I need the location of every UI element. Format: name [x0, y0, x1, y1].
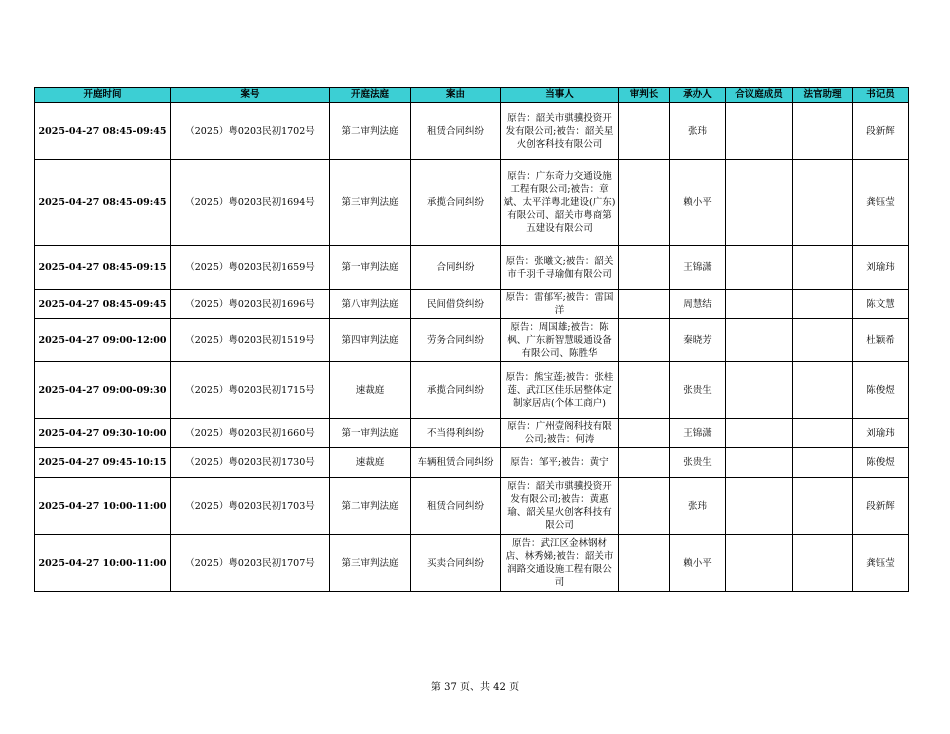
judge-assistant-cell	[793, 290, 853, 319]
courtroom-cell: 速裁庭	[330, 362, 411, 419]
panel-members-cell	[726, 103, 793, 160]
presiding-judge-cell	[619, 448, 670, 478]
cause-cell: 合同纠纷	[411, 246, 501, 290]
panel-members-cell	[726, 448, 793, 478]
header-courtroom: 开庭法庭	[330, 88, 411, 103]
table-row	[35, 246, 909, 290]
header-judge-assistant: 法官助理	[793, 88, 853, 103]
cause-cell: 劳务合同纠纷	[411, 319, 501, 362]
table-row	[35, 362, 909, 419]
presiding-judge-cell	[619, 362, 670, 419]
table-row	[35, 290, 909, 319]
header-clerk: 书记员	[853, 88, 909, 103]
hearing-schedule-table	[34, 87, 909, 592]
cause-cell: 买卖合同纠纷	[411, 535, 501, 592]
table-row	[35, 103, 909, 160]
courtroom-cell: 第三审判法庭	[330, 535, 411, 592]
presiding-judge-cell	[619, 419, 670, 448]
cause-cell: 车辆租赁合同纠纷	[411, 448, 501, 478]
panel-members-cell	[726, 535, 793, 592]
courtroom-cell: 第四审判法庭	[330, 319, 411, 362]
judge-assistant-cell	[793, 535, 853, 592]
cause-cell: 租赁合同纠纷	[411, 103, 501, 160]
judge-assistant-cell	[793, 103, 853, 160]
panel-members-cell	[726, 362, 793, 419]
parties-cell: 原告：武江区金林钢材店、林秀娣;被告：韶关市润路交通设施工程有限公司	[501, 535, 619, 592]
case-number-cell: （2025）粤0203民初1694号	[171, 160, 330, 246]
case-number-cell: （2025）粤0203民初1703号	[171, 478, 330, 535]
clerk-cell: 陈俊煜	[853, 362, 909, 419]
clerk-cell: 龚钰莹	[853, 535, 909, 592]
hearing-time-cell: 2025-04-27 10:00-11:00	[35, 535, 171, 592]
header-presiding-judge: 审判长	[619, 88, 670, 103]
cause-cell: 承揽合同纠纷	[411, 160, 501, 246]
courtroom-cell: 第一审判法庭	[330, 246, 411, 290]
hearing-time-cell: 2025-04-27 08:45-09:45	[35, 290, 171, 319]
clerk-cell: 杜颖希	[853, 319, 909, 362]
presiding-judge-cell	[619, 290, 670, 319]
header-row	[35, 88, 909, 103]
presiding-judge-cell	[619, 246, 670, 290]
table-row	[35, 535, 909, 592]
clerk-cell: 龚钰莹	[853, 160, 909, 246]
handler-cell: 张玮	[670, 103, 726, 160]
header-panel-members: 合议庭成员	[726, 88, 793, 103]
judge-assistant-cell	[793, 246, 853, 290]
clerk-cell: 段新辉	[853, 103, 909, 160]
parties-cell: 原告：周国雄;被告：陈枫、广东新智慧暖通设备有限公司、陈胜华	[501, 319, 619, 362]
clerk-cell: 陈文慧	[853, 290, 909, 319]
hearing-time-cell: 2025-04-27 09:00-12:00	[35, 319, 171, 362]
parties-cell: 原告：雷郁军;被告：雷国洋	[501, 290, 619, 319]
judge-assistant-cell	[793, 419, 853, 448]
judge-assistant-cell	[793, 448, 853, 478]
judge-assistant-cell	[793, 160, 853, 246]
handler-cell: 张贵生	[670, 362, 726, 419]
header-cause: 案由	[411, 88, 501, 103]
hearing-time-cell: 2025-04-27 09:45-10:15	[35, 448, 171, 478]
handler-cell: 赖小平	[670, 535, 726, 592]
presiding-judge-cell	[619, 103, 670, 160]
judge-assistant-cell	[793, 362, 853, 419]
table-row	[35, 448, 909, 478]
panel-members-cell	[726, 290, 793, 319]
handler-cell: 张玮	[670, 478, 726, 535]
header-parties: 当事人	[501, 88, 619, 103]
presiding-judge-cell	[619, 319, 670, 362]
handler-cell: 秦晓芳	[670, 319, 726, 362]
case-number-cell: （2025）粤0203民初1702号	[171, 103, 330, 160]
cause-cell: 租赁合同纠纷	[411, 478, 501, 535]
hearing-time-cell: 2025-04-27 10:00-11:00	[35, 478, 171, 535]
panel-members-cell	[726, 419, 793, 448]
presiding-judge-cell	[619, 160, 670, 246]
cause-cell: 民间借贷纠纷	[411, 290, 501, 319]
cause-cell: 不当得利纠纷	[411, 419, 501, 448]
panel-members-cell	[726, 246, 793, 290]
case-number-cell: （2025）粤0203民初1730号	[171, 448, 330, 478]
courtroom-cell: 第三审判法庭	[330, 160, 411, 246]
presiding-judge-cell	[619, 535, 670, 592]
parties-cell: 原告：韶关市骐骥投资开发有限公司;被告：黄惠瑜、韶关星火创客科技有限公司	[501, 478, 619, 535]
parties-cell: 原告：邹平;被告：黄宁	[501, 448, 619, 478]
hearing-time-cell: 2025-04-27 09:30-10:00	[35, 419, 171, 448]
table-row	[35, 419, 909, 448]
handler-cell: 王锦潇	[670, 246, 726, 290]
courtroom-cell: 第八审判法庭	[330, 290, 411, 319]
hearing-time-cell: 2025-04-27 09:00-09:30	[35, 362, 171, 419]
handler-cell: 张贵生	[670, 448, 726, 478]
courtroom-cell: 第一审判法庭	[330, 419, 411, 448]
parties-cell: 原告：张曦文;被告：韶关市千羽千寻瑜伽有限公司	[501, 246, 619, 290]
table-row	[35, 160, 909, 246]
clerk-cell: 刘瑜玮	[853, 419, 909, 448]
handler-cell: 周慧结	[670, 290, 726, 319]
parties-cell: 原告：韶关市骐骥投资开发有限公司;被告：韶关星火创客科技有限公司	[501, 103, 619, 160]
case-number-cell: （2025）粤0203民初1660号	[171, 419, 330, 448]
hearing-time-cell: 2025-04-27 08:45-09:15	[35, 246, 171, 290]
panel-members-cell	[726, 319, 793, 362]
handler-cell: 赖小平	[670, 160, 726, 246]
parties-cell: 原告：广州壹阁科技有限公司;被告：何涛	[501, 419, 619, 448]
courtroom-cell: 速裁庭	[330, 448, 411, 478]
clerk-cell: 陈俊煜	[853, 448, 909, 478]
panel-members-cell	[726, 478, 793, 535]
courtroom-cell: 第二审判法庭	[330, 103, 411, 160]
presiding-judge-cell	[619, 478, 670, 535]
page-number-footer: 第 37 页、共 42 页	[430, 682, 520, 693]
courtroom-cell: 第二审判法庭	[330, 478, 411, 535]
table-row	[35, 319, 909, 362]
clerk-cell: 刘瑜玮	[853, 246, 909, 290]
hearing-time-cell: 2025-04-27 08:45-09:45	[35, 160, 171, 246]
parties-cell: 原告：广东奇力交通设施工程有限公司;被告：章斌、太平洋粤北建设(广东)有限公司、韶关市粤商第五建设有限公司	[501, 160, 619, 246]
hearing-time-cell: 2025-04-27 08:45-09:45	[35, 103, 171, 160]
case-number-cell: （2025）粤0203民初1715号	[171, 362, 330, 419]
header-hearing-time: 开庭时间	[35, 88, 171, 103]
case-number-cell: （2025）粤0203民初1519号	[171, 319, 330, 362]
table-body	[35, 103, 909, 592]
header-handler: 承办人	[670, 88, 726, 103]
case-number-cell: （2025）粤0203民初1707号	[171, 535, 330, 592]
judge-assistant-cell	[793, 478, 853, 535]
clerk-cell: 段新辉	[853, 478, 909, 535]
case-number-cell: （2025）粤0203民初1696号	[171, 290, 330, 319]
parties-cell: 原告：熊宝莲;被告：张桂莲、武江区佳乐居整体定制家居店(个体工商户)	[501, 362, 619, 419]
judge-assistant-cell	[793, 319, 853, 362]
cause-cell: 承揽合同纠纷	[411, 362, 501, 419]
case-number-cell: （2025）粤0203民初1659号	[171, 246, 330, 290]
handler-cell: 王锦潇	[670, 419, 726, 448]
header-case-number: 案号	[171, 88, 330, 103]
table-row	[35, 478, 909, 535]
panel-members-cell	[726, 160, 793, 246]
